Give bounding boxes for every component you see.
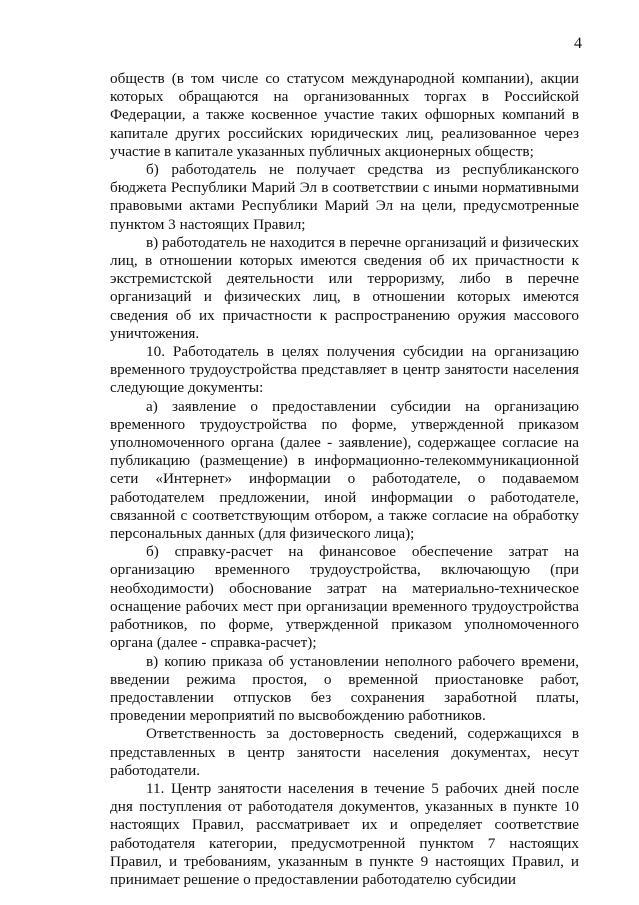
paragraph-item-b-calculation: б) справку-расчет на финансовое обеспечение затрат на организацию временного трудоустройства, включающую (при необходимости) обоснование затрат на материально-техническое оснащение рабочих мест при организации временного трудоустройства работников, по форме, утвержденной приказом уполномоченного органа (далее - справка-расчет);	[110, 543, 579, 652]
paragraph-10-documents: 10. Работодатель в целях получения субсидии на организацию временного трудоустройства представляет в центр занятости населения следующие документы:	[110, 343, 579, 397]
paragraph-11-review: 11. Центр занятости населения в течение 5 рабочих дней после дня поступления от работодателя документов, указанных в пункте 10 настоящих Правил, рассматривает их и определяет соответствие работодателя категории, предусмотренной пунктом 7 настоящих Правил, и требованиям, указанным в пункте 9 настоящих Правил, и принимает решение о предоставлении работодателю субсидии	[110, 779, 579, 888]
paragraph-item-a-application: а) заявление о предоставлении субсидии на организацию временного трудоустройства по форме, утвержденной приказом уполномоченного органа (далее - заявление), содержащее согласие на публикацию (размещение) в информационно-телекоммуникационной сети «Интернет» информации о работодателе, о подаваемом работодателем предложении, иной информации о работодателе, связанной с соответствующим отбором, а также согласие на обработку персональных данных (для физического лица);	[110, 397, 579, 543]
paragraph-item-v-order-copy: в) копию приказа об установлении неполного рабочего времени, введении режима простоя, о временной приостановке работ, предоставлении отпусков без сохранения заработной платы, проведении мероприятий по высвобождению работников.	[110, 652, 579, 725]
document-body	[110, 70, 579, 889]
paragraph-item-b-budget: б) работодатель не получает средства из республиканского бюджета Республики Марий Эл в соответствии с иными нормативными правовыми актами Республики Марий Эл на цели, предусмотренные пунктом 3 настоящих Правил;	[110, 161, 579, 233]
paragraph-continuation: обществ (в том числе со статусом международной компании), акции которых обращаются на организованных торгах в Российской Федерации, а также косвенное участие таких офшорных компаний в капитале других российских юридических лиц, реализованное через участие в капитале указанных публичных акционерных обществ;	[110, 70, 579, 160]
paragraph-responsibility: Ответственность за достоверность сведений, содержащихся в представленных в центр занятости населения документах, несут работодатели.	[110, 725, 579, 779]
paragraph-item-v-extremism: в) работодатель не находится в перечне организаций и физических лиц, в отношении которых имеются сведения об их причастности к экстремистской деятельности или терроризму, либо в перечне организаций и физических лиц, в отношении которых имеются сведения об их причастности к распространению оружия массового уничтожения.	[110, 233, 579, 342]
page-number: 4	[574, 35, 582, 52]
